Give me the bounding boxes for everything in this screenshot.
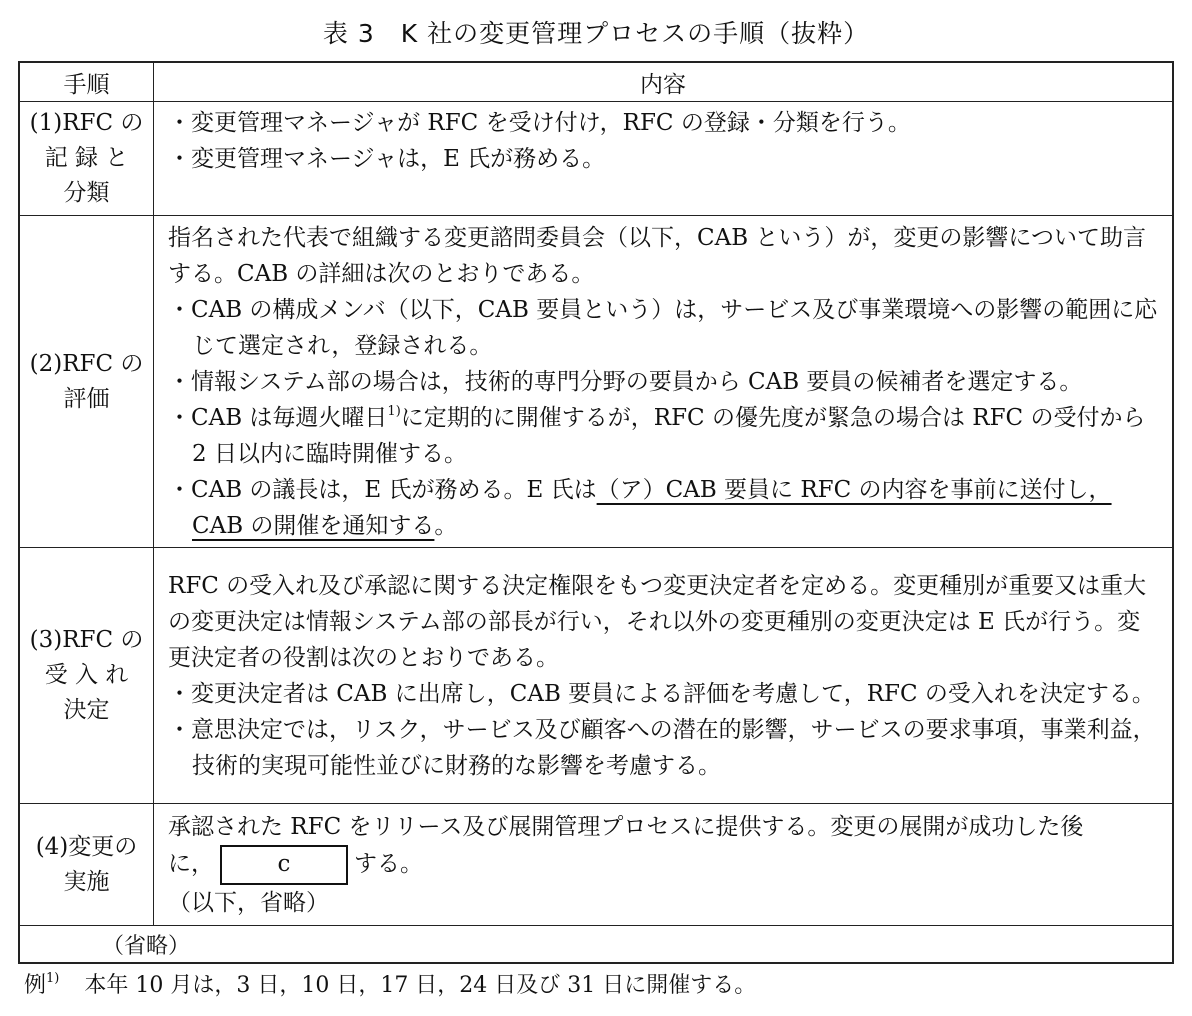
footnote-marker: 1) bbox=[46, 971, 60, 986]
step-cell: (2)RFC の 評価 bbox=[19, 216, 154, 548]
content-cell: 承認された RFC をリリース及び展開管理プロセスに提供する。変更の展開が成功した後 に， c する。 （以下，省略） bbox=[154, 804, 1174, 926]
bullet-item: ・CAB の構成メンバ（以下，CAB 要員という）は，サービス及び事業環境への影響の範囲に応じて選定され，登録される。 bbox=[168, 296, 1158, 359]
table-header-row bbox=[19, 62, 1173, 102]
bullet-item: ・変更決定者は CAB に出席し，CAB 要員による評価を考慮して，RFC の受入れを決定する。 bbox=[168, 680, 1155, 707]
omitted-row bbox=[19, 926, 1173, 964]
footnote bbox=[24, 968, 756, 999]
step-cell: (4)変更の 実施 bbox=[19, 804, 154, 926]
table-row bbox=[19, 804, 1173, 926]
omitted-text: （以下，省略） bbox=[168, 889, 329, 916]
bullet-item: ・変更管理マネージャが RFC を受け付け，RFC の登録・分類を行う。 bbox=[168, 110, 911, 136]
header-step: 手順 bbox=[19, 62, 154, 102]
table-row bbox=[19, 216, 1173, 548]
bullet-item: ・情報システム部の場合は，技術的専門分野の要員から CAB 要員の候補者を選定する。 bbox=[168, 368, 1083, 395]
table-title: 表 3 K 社の変更管理プロセスの手順（抜粋） bbox=[322, 19, 870, 48]
table-row bbox=[19, 102, 1173, 216]
footnote-text: 本年 10 月は，3 日，10 日，17 日，24 日及び 31 日に開催する。 bbox=[84, 973, 757, 998]
bullet-item: ・変更管理マネージャは，E 氏が務める。 bbox=[168, 146, 606, 172]
change-process-table bbox=[18, 61, 1174, 964]
bullet-item: ・CAB の議長は，E 氏が務める。E 氏は（ア）CAB 要員に RFC の内容を事前に送付し，CAB の開催を通知する。 bbox=[168, 476, 1112, 539]
answer-blank-c: c bbox=[220, 845, 348, 885]
intro-paragraph: 指名された代表で組織する変更諮問委員会（以下，CAB という）が，変更の影響について助言する。CAB の詳細は次のとおりである。 bbox=[168, 224, 1146, 287]
step-cell: (1)RFC の 記 録 と 分類 bbox=[19, 102, 154, 216]
content-cell bbox=[154, 548, 1174, 804]
intro-paragraph: RFC の受入れ及び承認に関する決定権限をもつ変更決定者を定める。変更種別が重要又は重大の変更決定は情報システム部の部長が行い，それ以外の変更種別の変更決定は E 氏が行う。変更決定者の役割は次のとおりである。 bbox=[168, 572, 1147, 671]
header-content: 内容 bbox=[154, 62, 1174, 102]
omitted-cell: （省略） bbox=[19, 926, 1173, 964]
bullet-item: ・意思決定では，リスク，サービス及び顧客への潜在的影響，サービスの要求事項，事業利益，技術的実現可能性並びに財務的な影響を考慮する。 bbox=[168, 716, 1156, 779]
footnote-marker: 1) bbox=[387, 403, 401, 419]
content-cell bbox=[154, 216, 1174, 548]
bullet-item: ・CAB は毎週火曜日$^{1)}$に定期的に開催するが，RFC の優先度が緊急の場合は RFC の受付から 2 日以内に臨時開催する。 bbox=[168, 403, 1146, 467]
table-row bbox=[19, 548, 1173, 804]
step-cell: (3)RFC の 受 入 れ 決定 bbox=[19, 548, 154, 804]
content-cell bbox=[154, 102, 1174, 216]
footnote-label: 例 bbox=[24, 973, 47, 998]
underlined-phrase-a: （ア）CAB 要員に RFC の内容を事前に送付し，CAB の開催を通知する bbox=[192, 476, 1112, 539]
